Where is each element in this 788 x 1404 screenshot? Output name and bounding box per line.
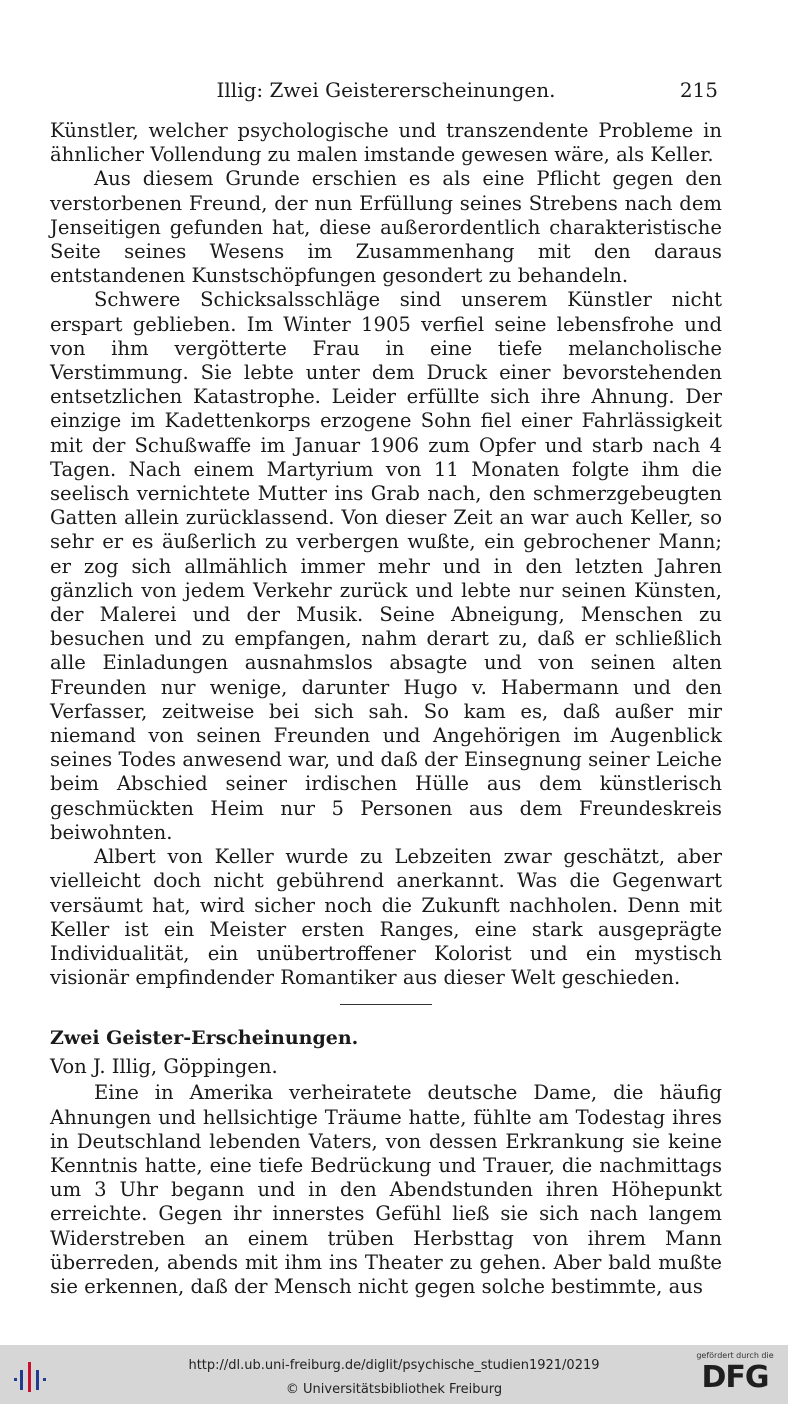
- running-head: [48, 78, 724, 106]
- paragraph: Aus diesem Grunde erschien es als eine Pflicht gegen den verstorbenen Freund, der nun Erfüllung seines Strebens nach dem Jenseitigen gefunden hat, diese außerordentlich charakteristische Seite seines Wesens im Zusammenhang mit den daraus entstandenen Kunstschöpfungen gesondert zu behandeln.: [50, 167, 722, 288]
- footer-copyright: © Universitätsbibliothek Freiburg: [285, 1382, 503, 1397]
- page-number: 215: [679, 78, 718, 102]
- paragraph-continued: Künstler, welcher psychologische und transzendente Probleme in ähnlicher Vollendung zu malen imstande gewesen wäre, als Keller.: [50, 119, 722, 167]
- page-body: [50, 119, 722, 1299]
- footer-bar: [0, 1345, 788, 1404]
- ub-freiburg-logo-icon: [10, 1356, 50, 1396]
- article-title: Zwei Geister-Erscheinungen.: [50, 1027, 359, 1050]
- paragraph: Schwere Schicksalsschläge sind unserem Künstler nicht erspart geblieben. Im Winter 1905 verfiel seine lebensfrohe und von ihm vergötterte Frau in eine tiefe melancholische Verstimmung. Sie lebte unter dem Druck einer bevorstehenden entsetzlichen Katastrophe. Leider erfüllte sich ihre Ahnung. Der einzige im Kadettenkorps erzogene Sohn fiel einer Fahrlässigkeit mit der Schußwaffe im Januar 1906 zum Opfer und starb nach 4 Tagen. Nach einem Martyrium von 11 Monaten folgte ihm die seelisch vernichtete Mutter ins Grab nach, den schmerzgebeugten Gatten allein zurücklassend. Von dieser Zeit an war auch Keller, so sehr er es äußerlich zu verbergen wußte, ein gebrochener Mann; er zog sich allmählich immer mehr und in den letzten Jahren gänzlich von jedem Verkehr zurück und lebte nur seinen Künsten, der Malerei und der Musik. Seine Abneigung, Menschen zu besuchen und zu empfangen, nahm derart zu, daß er schließlich alle Einladungen ausnahmslos absagte und von seinen alten Freunden nur wenige, darunter Hugo v. Habermann und den Verfasser, zeitweise bei sich sah. So kam es, daß außer mir niemand von seinen Freunden und Angehörigen im Augenblick seines Todes anwesend war, und daß der Einsegnung seiner Leiche beim Abschied seiner irdischen Hülle aus dem künstlerisch geschmückten Heim nur 5 Personen aus dem Freundeskreis beiwohnten.: [50, 288, 722, 844]
- paragraph: Albert von Keller wurde zu Lebzeiten zwar geschätzt, aber vielleicht doch nicht gebührend anerkannt. Was die Gegenwart versäumt hat, wird sicher noch die Zukunft nachholen. Denn mit Keller ist ein Meister ersten Ranges, eine stark ausgeprägte Individualität, ein unübertroffener Kolorist und ein mystisch visionär empfindender Romantiker aus dieser Welt geschieden.: [50, 845, 722, 990]
- running-title: Illig: Zwei Geistererscheinungen.: [216, 78, 556, 102]
- dfg-logo-block: [692, 1351, 778, 1399]
- article-paragraph: Eine in Amerika verheiratete deutsche Dame, die häufig Ahnungen und hellsichtige Träume hatte, fühlte am Todestag ihres in Deutschland lebenden Vaters, von dessen Erkrankung sie keine Kenntnis hatte, eine tiefe Bedrückung und Trauer, die nachmittags um 3 Uhr begann und in den Abendstunden ihren Höhepunkt erreichte. Gegen ihr innerstes Gefühl ließ sie sich nach langem Widerstreben an einem trüben Herbsttag von ihrem Mann überreden, abends mit ihm ins Theater zu gehen. Aber bald mußte sie erkennen, daß der Mensch nicht gegen solche bestimmte, aus: [50, 1081, 722, 1298]
- footer-url-link[interactable]: http://dl.ub.uni-freiburg.de/diglit/psychische_studien1921/0219: [188, 1358, 600, 1373]
- section-divider: [340, 1004, 432, 1005]
- article-byline: Von J. Illig, Göppingen.: [50, 1055, 278, 1079]
- dfg-logo: DFG: [701, 1360, 769, 1395]
- dfg-caption: gefördert durch die: [696, 1351, 774, 1360]
